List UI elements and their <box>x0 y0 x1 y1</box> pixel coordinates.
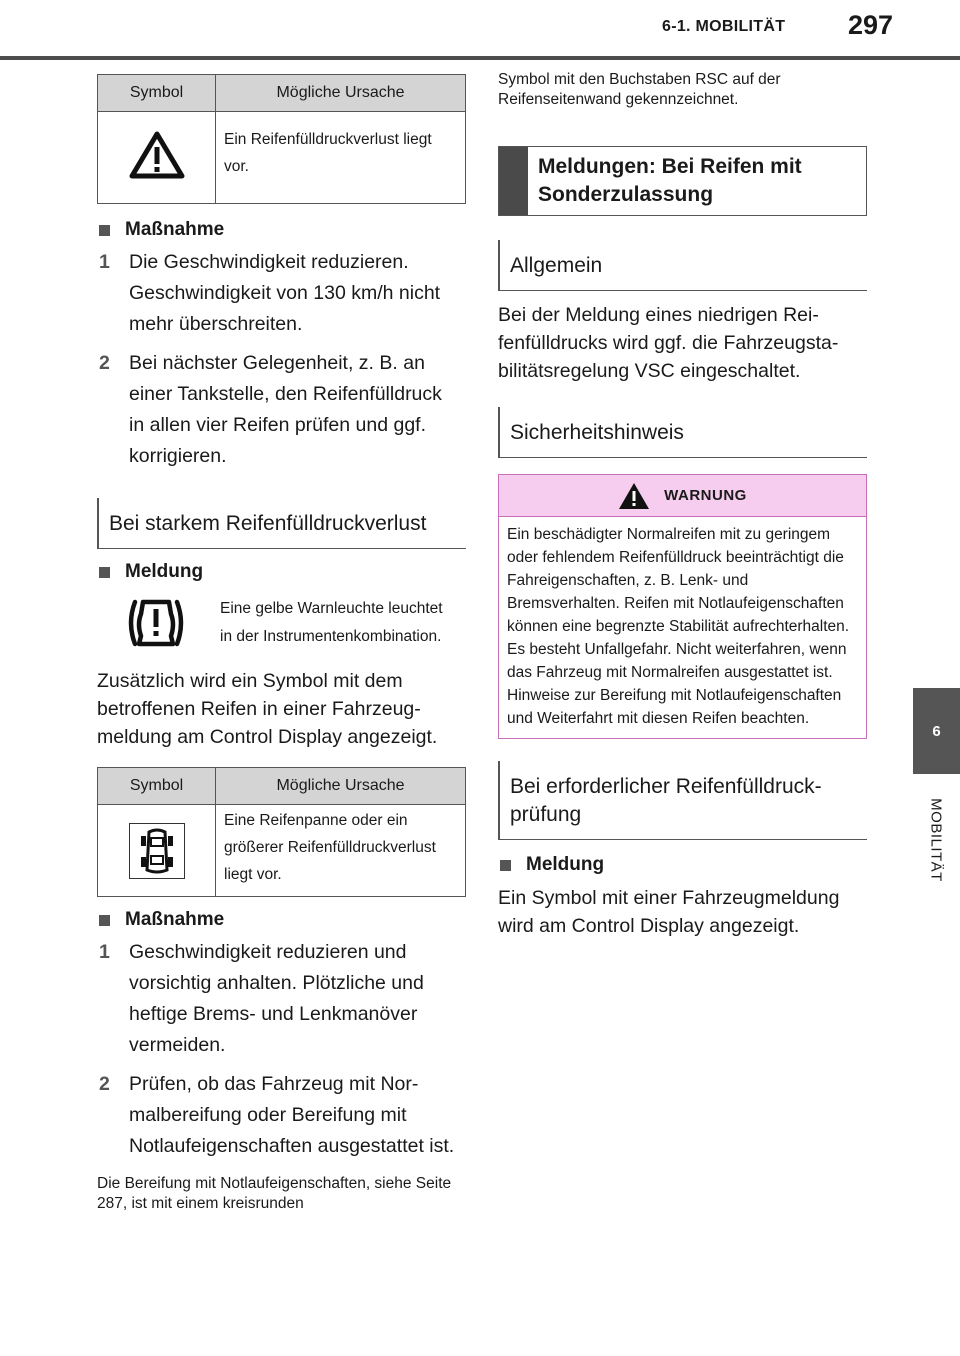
bullet-square-icon <box>99 567 110 578</box>
symbol-table-2 <box>97 767 466 897</box>
lamp-info <box>97 595 466 651</box>
chapter-tab[interactable] <box>913 688 960 774</box>
table-header-symbol: Symbol <box>98 75 216 112</box>
subheading-meldung-2 <box>498 850 867 880</box>
runflat-note: Die Bereifung mit Notlaufeigenschaften, siehe Seite 287, ist mit einem kreisrunden <box>97 1175 452 1212</box>
subheading-text: Maßnahme <box>125 909 225 930</box>
table-header-cause: Mögliche Ursache <box>216 768 466 805</box>
symbol-table-1 <box>97 74 466 204</box>
subheading-text: Maßnahme <box>125 219 225 240</box>
warning-title: WARNUNG <box>664 487 747 504</box>
warning-box <box>498 474 867 739</box>
lamp-text: Eine gelbe Warnleuchte leuchtet in der Instrumentenkombination. <box>220 600 443 645</box>
car-tire-position-icon <box>140 828 174 874</box>
table-icon-cell <box>98 805 216 897</box>
meldung-text: Ein Symbol mit einer Fahrzeugmeldung wird am Control Display angezeigt. <box>498 887 840 937</box>
section-heading-sicherheit: Sicherheitshinweis <box>498 407 867 458</box>
topic-heading-box <box>498 146 867 216</box>
meldung-paragraph: Zusätzlich wird ein Symbol mit dem betroffenen Reifen in einer Fahrzeugmeldung am Control Display angezeigt. <box>97 670 438 748</box>
subheading-massnahme-1 <box>97 215 466 245</box>
table-cause-cell: Ein Reifenfülldruckverlust liegt vor. <box>216 112 466 204</box>
chapter-title: 6-1. MOBILITÄT <box>662 18 786 35</box>
right-column <box>498 70 867 940</box>
section-heading-allgemein: Allgemein <box>498 240 867 291</box>
table-icon-cell <box>98 112 216 204</box>
header-rule <box>0 56 960 60</box>
step-2 <box>97 1069 466 1162</box>
tire-pressure-warning-lamp-icon <box>125 596 187 650</box>
step-number: 1 <box>99 251 110 273</box>
table-header-cause: Mögliche Ursache <box>216 75 466 112</box>
subheading-meldung-1 <box>97 557 466 587</box>
subheading-massnahme-2 <box>97 905 466 935</box>
step-number: 1 <box>99 941 110 963</box>
table-cause-cell: Eine Reifenpanne oder ein größerer Reifenfülldruckverlust liegt vor. <box>216 805 466 897</box>
step-number: 2 <box>99 352 110 374</box>
chapter-tab-label: MOBILITÄT <box>927 798 945 882</box>
warning-text: Ein beschädigter Normalreifen mit zu geringem oder fehlendem Reifenfülldruck beeinträchtigt die Fahreigenschaften, z. B. Lenk- und Bremsverhalten. Reifen mit Notlaufeigenschaften können eine begrenzte Stabilität aufrechterhalten. Es besteht Unfallgefahr. Nicht weiterfahren, wenn das Fahrzeug mit Normalreifen ausgestattet ist. Hinweise zur Bereifung mit Notlaufeigenschaften und Weiterfahrt mit diesen Reifen beachten. <box>507 526 850 727</box>
step-text: Prüfen, ob das Fahrzeug mit Normalbereifung oder Bereifung mit Notlaufeigenschaften ausgestattet ist. <box>129 1073 455 1157</box>
step-text: Die Geschwindigkeit reduzieren. Geschwindigkeit von 130 km/h nicht mehr überschreiten. <box>129 251 441 335</box>
page-number: 297 <box>848 10 894 40</box>
step-text: Geschwindigkeit reduzieren und vorsichtig anhalten. Plötzliche und heftige Brems- und Lenkmanöver vermeiden. <box>129 941 424 1056</box>
table-header-symbol: Symbol <box>98 768 216 805</box>
bullet-square-icon <box>500 860 511 871</box>
allgemein-text: Bei der Meldung eines niedrigen Reifenfülldrucks wird ggf. die Fahrzeugstabilitätsregelung VSC eingeschaltet. <box>498 304 839 382</box>
bullet-square-icon <box>99 915 110 926</box>
bullet-square-icon <box>99 225 110 236</box>
step-text: Bei nächster Gelegenheit, z. B. an einer Tankstelle, den Reifenfülldruck in allen vier Reifen prüfen und ggf. korrigieren. <box>129 352 442 467</box>
section-heading-pruefung: Bei erforderlicher Reifenfülldruckprüfung <box>498 761 867 840</box>
subheading-text: Meldung <box>526 854 605 875</box>
left-column <box>97 74 466 1214</box>
subheading-text: Meldung <box>125 561 204 582</box>
warning-triangle-icon <box>129 130 185 180</box>
warning-header <box>499 475 866 517</box>
runflat-note-continued: Symbol mit den Buchstaben RSC auf der Reifenseitenwand gekennzeichnet. <box>498 71 781 108</box>
topic-heading: Meldungen: Bei Reifen mit Sonderzulassung <box>538 155 802 206</box>
chapter-tab-number: 6 <box>932 722 941 740</box>
section-heading-starker: Bei starkem Reifenfülldruckverlust <box>97 498 466 549</box>
step-1 <box>97 937 466 1061</box>
step-1 <box>97 247 466 340</box>
step-number: 2 <box>99 1073 110 1095</box>
topic-bar <box>499 147 528 215</box>
warning-triangle-icon <box>618 482 650 510</box>
step-2 <box>97 348 466 472</box>
